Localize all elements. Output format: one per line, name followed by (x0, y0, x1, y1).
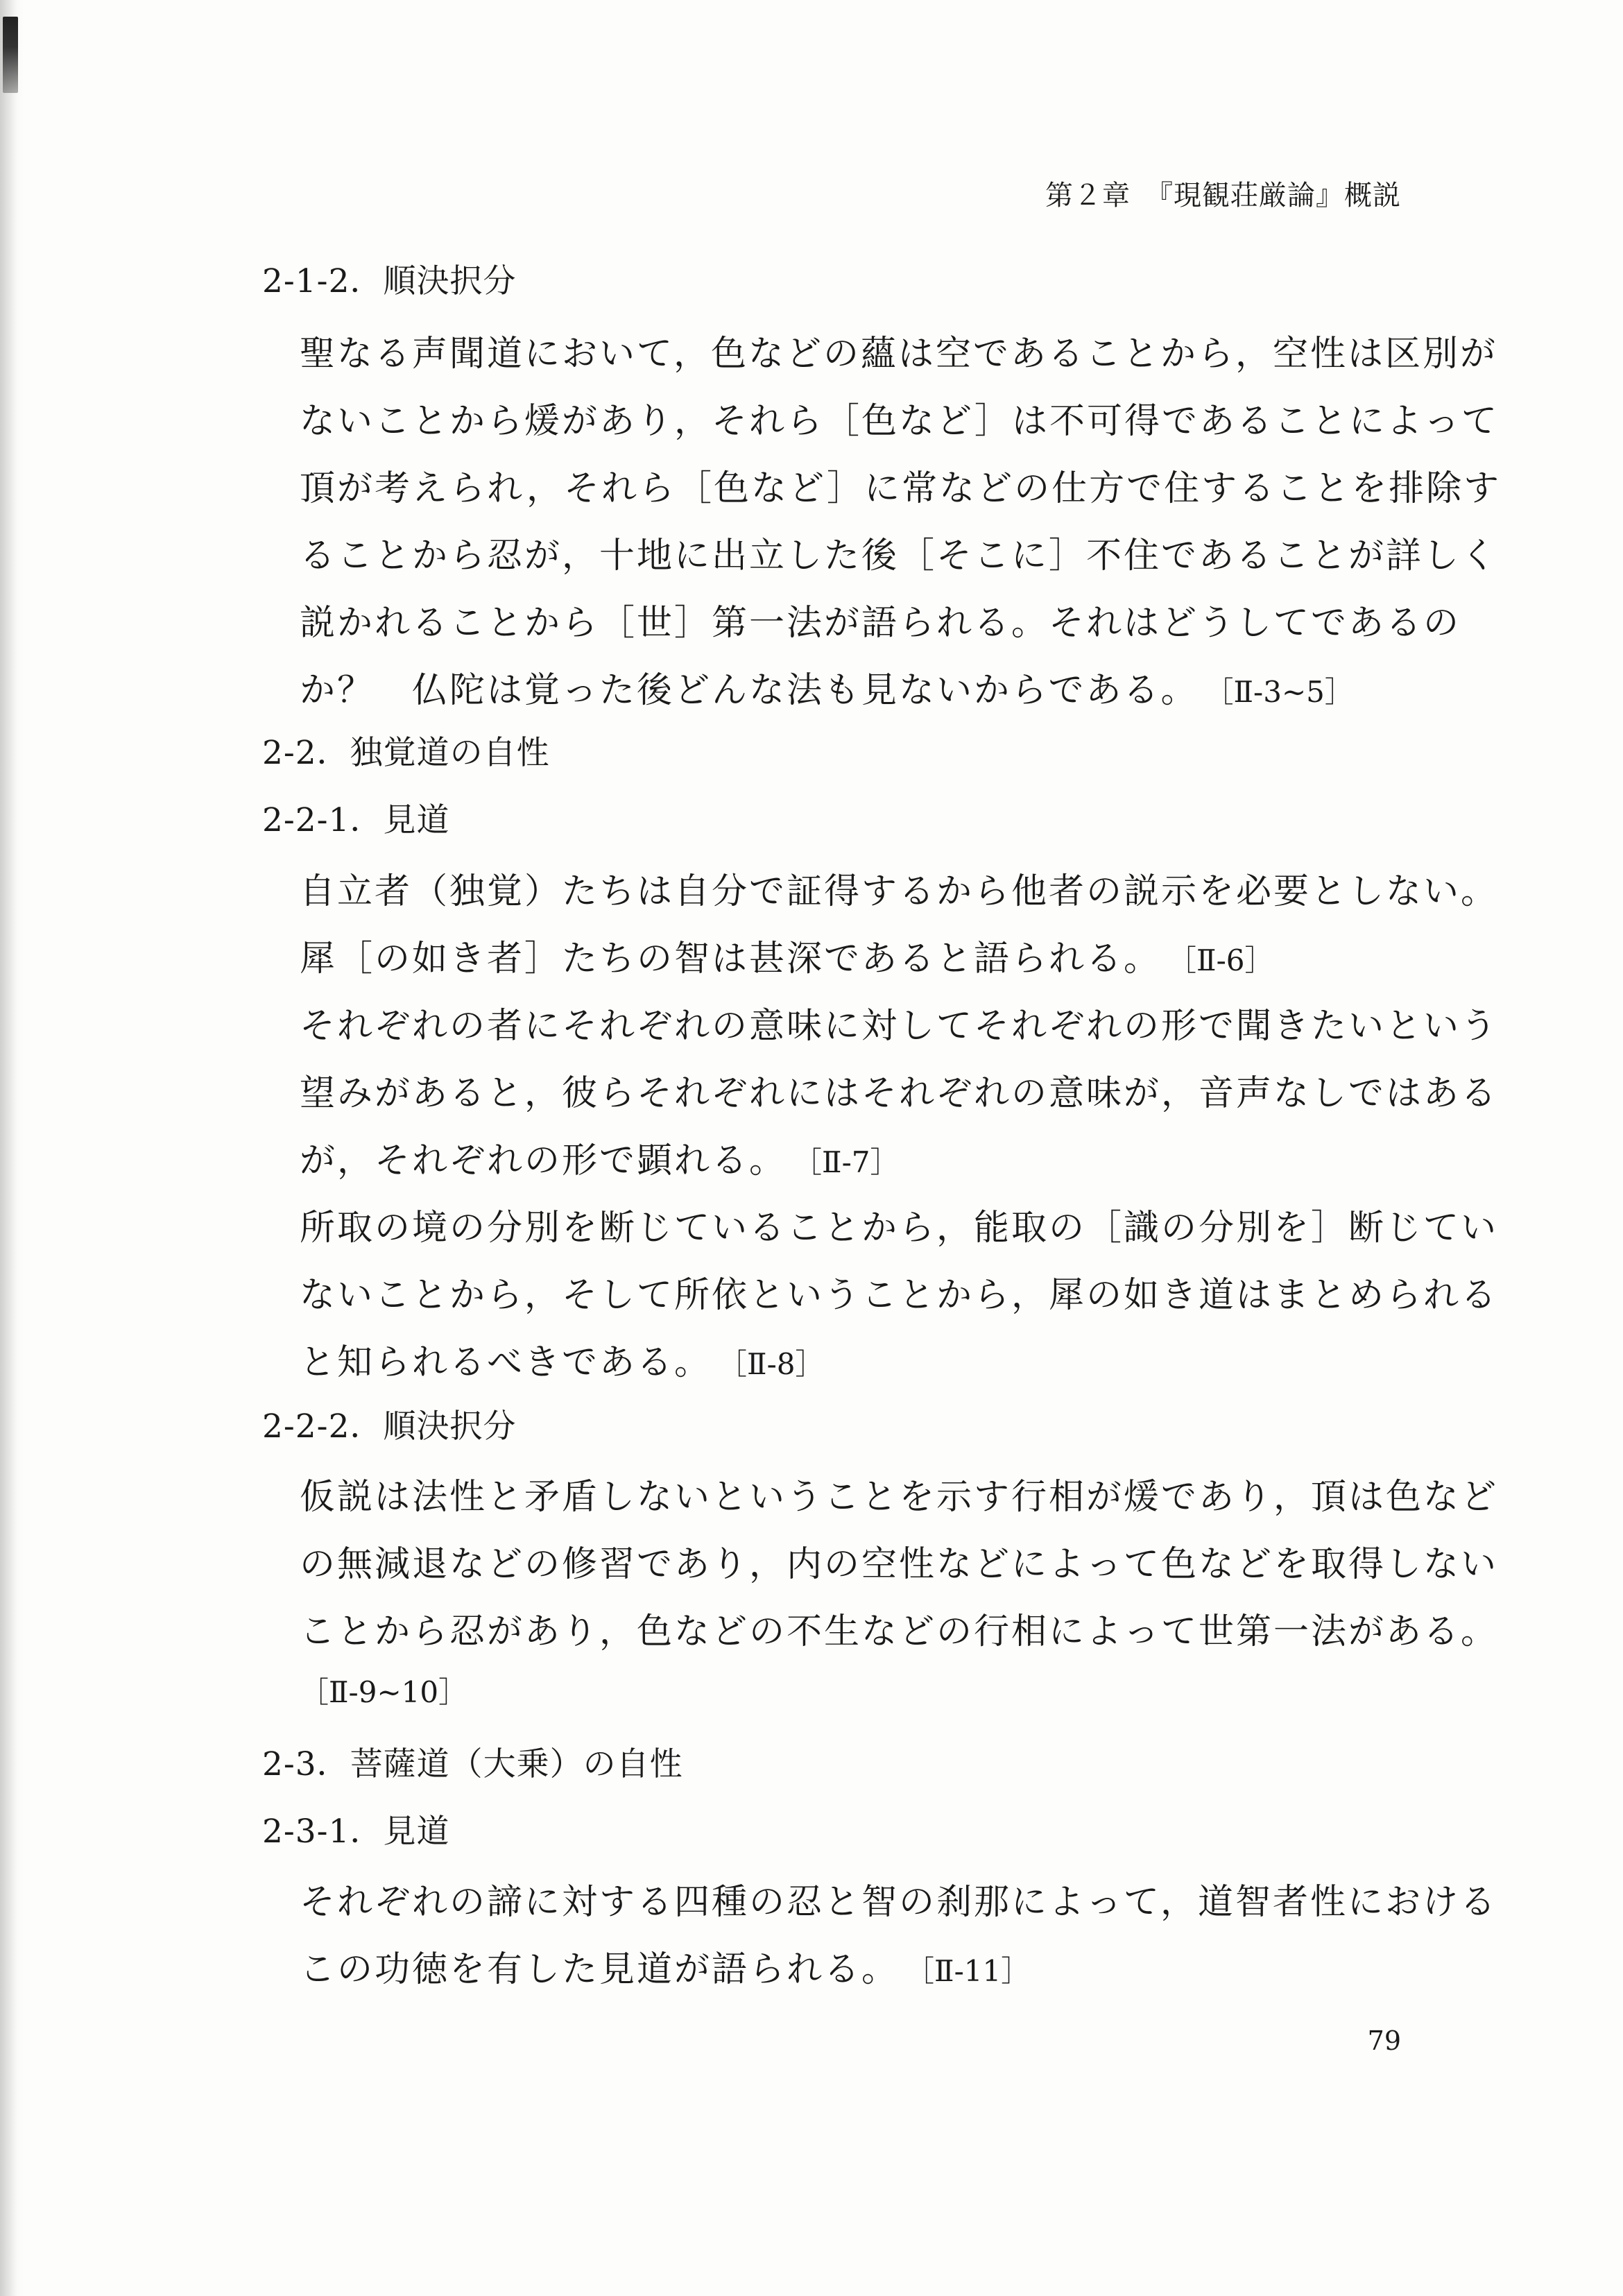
section-heading (262, 1400, 516, 1447)
body-line (300, 392, 1500, 443)
line-text: 望みがあると，彼らそれぞれにはそれぞれの意味が，音声なしではある (300, 1073, 1499, 1114)
body-line (300, 1602, 1499, 1654)
verse-reference: ［Ⅱ-7］ (807, 1145, 900, 1179)
body-line (300, 929, 1409, 981)
page-number: 79 (1367, 2025, 1401, 2056)
verse-reference: ［Ⅱ-6］ (1182, 943, 1274, 977)
section-heading (262, 1738, 683, 1785)
body-line (300, 997, 1499, 1048)
verse-reference: ［Ⅱ-9~10］ (300, 1675, 468, 1709)
line-text: 説かれることから［世］第一法が語られる。それはどうしてであるの (300, 603, 1461, 644)
body-line (300, 1535, 1499, 1586)
body-line (300, 459, 1502, 511)
line-text: ることから忍が，十地に出立した後［そこに］不住であることが詳しく (300, 536, 1499, 576)
line-text: 2-2-1．見道 (262, 801, 450, 839)
line-text: 所取の境の分別を断じていることから，能取の［識の分別を］断じてい (300, 1208, 1499, 1249)
line-text: 2-2．独覚道の自性 (262, 734, 550, 772)
line-text: の無減退などの修習であり，内の空性などによって色などを取得しない (300, 1544, 1499, 1585)
body-line (300, 1670, 1409, 1711)
body-line (300, 1131, 1409, 1183)
body-line (300, 594, 1461, 645)
running-head: 第２章 『現観荘厳論』概説 (1045, 180, 1401, 212)
verse-reference: ［Ⅱ-11］ (920, 1954, 1031, 1988)
line-text: この功徳を有した見道が語られる。 (300, 1949, 900, 1990)
body-line (300, 1873, 1497, 1924)
verse-reference: ［Ⅱ-8］ (732, 1347, 825, 1381)
verse-reference: ［Ⅱ-3~5］ (1219, 675, 1354, 709)
line-text: 聖なる声聞道において，色などの蘊は空であることから，空性は区別が (300, 334, 1497, 375)
line-text: が，それぞれの形で顕れる。 (300, 1140, 787, 1181)
line-text: それぞれの者にそれぞれの意味に対してそれぞれの形で聞きたいという (300, 1006, 1499, 1047)
line-text: 自立者（独覚）たちは自分で証得するから他者の説示を必要としない。 (300, 871, 1499, 912)
line-text: それぞれの諦に対する四種の忍と智の刹那によって，道智者性における (300, 1882, 1497, 1923)
body-line (300, 862, 1499, 914)
section-heading (262, 1806, 449, 1852)
body-line (300, 1064, 1499, 1115)
line-text: 2-1-2．順決択分 (262, 262, 517, 300)
body-line (300, 661, 1409, 712)
body-line (300, 526, 1499, 578)
line-text: 頂が考えられ，それら［色など］に常などの仕方で住することを排除す (300, 468, 1502, 509)
line-text: 2-2-2．順決択分 (262, 1407, 517, 1446)
line-text: か？ 仏陀は覚った後どんな法も見ないからである。 (300, 670, 1199, 711)
line-text: 犀［の如き者］たちの智は甚深であると語られる。 (300, 939, 1162, 979)
body-line (300, 1199, 1499, 1250)
line-text: ことから忍があり，色などの不生などの行相によって世第一法がある。 (300, 1611, 1499, 1652)
line-text: 2-3-1．見道 (262, 1813, 450, 1851)
section-heading (262, 255, 516, 302)
section-heading (262, 727, 550, 773)
body-line (300, 325, 1497, 376)
body-line (300, 1940, 1409, 1991)
body-line (300, 1468, 1499, 1519)
body-line (300, 1333, 1409, 1385)
body-line (300, 1266, 1499, 1317)
line-text: と知られるべきである。 (300, 1342, 712, 1383)
line-text: 2-3．菩薩道（大乗）の自性 (262, 1745, 683, 1783)
line-text: 仮説は法性と矛盾しないということを示す行相が煖であり，頂は色など (300, 1477, 1499, 1518)
line-text: ないことから煖があり，それら［色など］は不可得であることによって (300, 401, 1500, 442)
section-heading (262, 794, 449, 841)
line-text: ないことから，そして所依ということから，犀の如き道はまとめられる (300, 1275, 1499, 1316)
